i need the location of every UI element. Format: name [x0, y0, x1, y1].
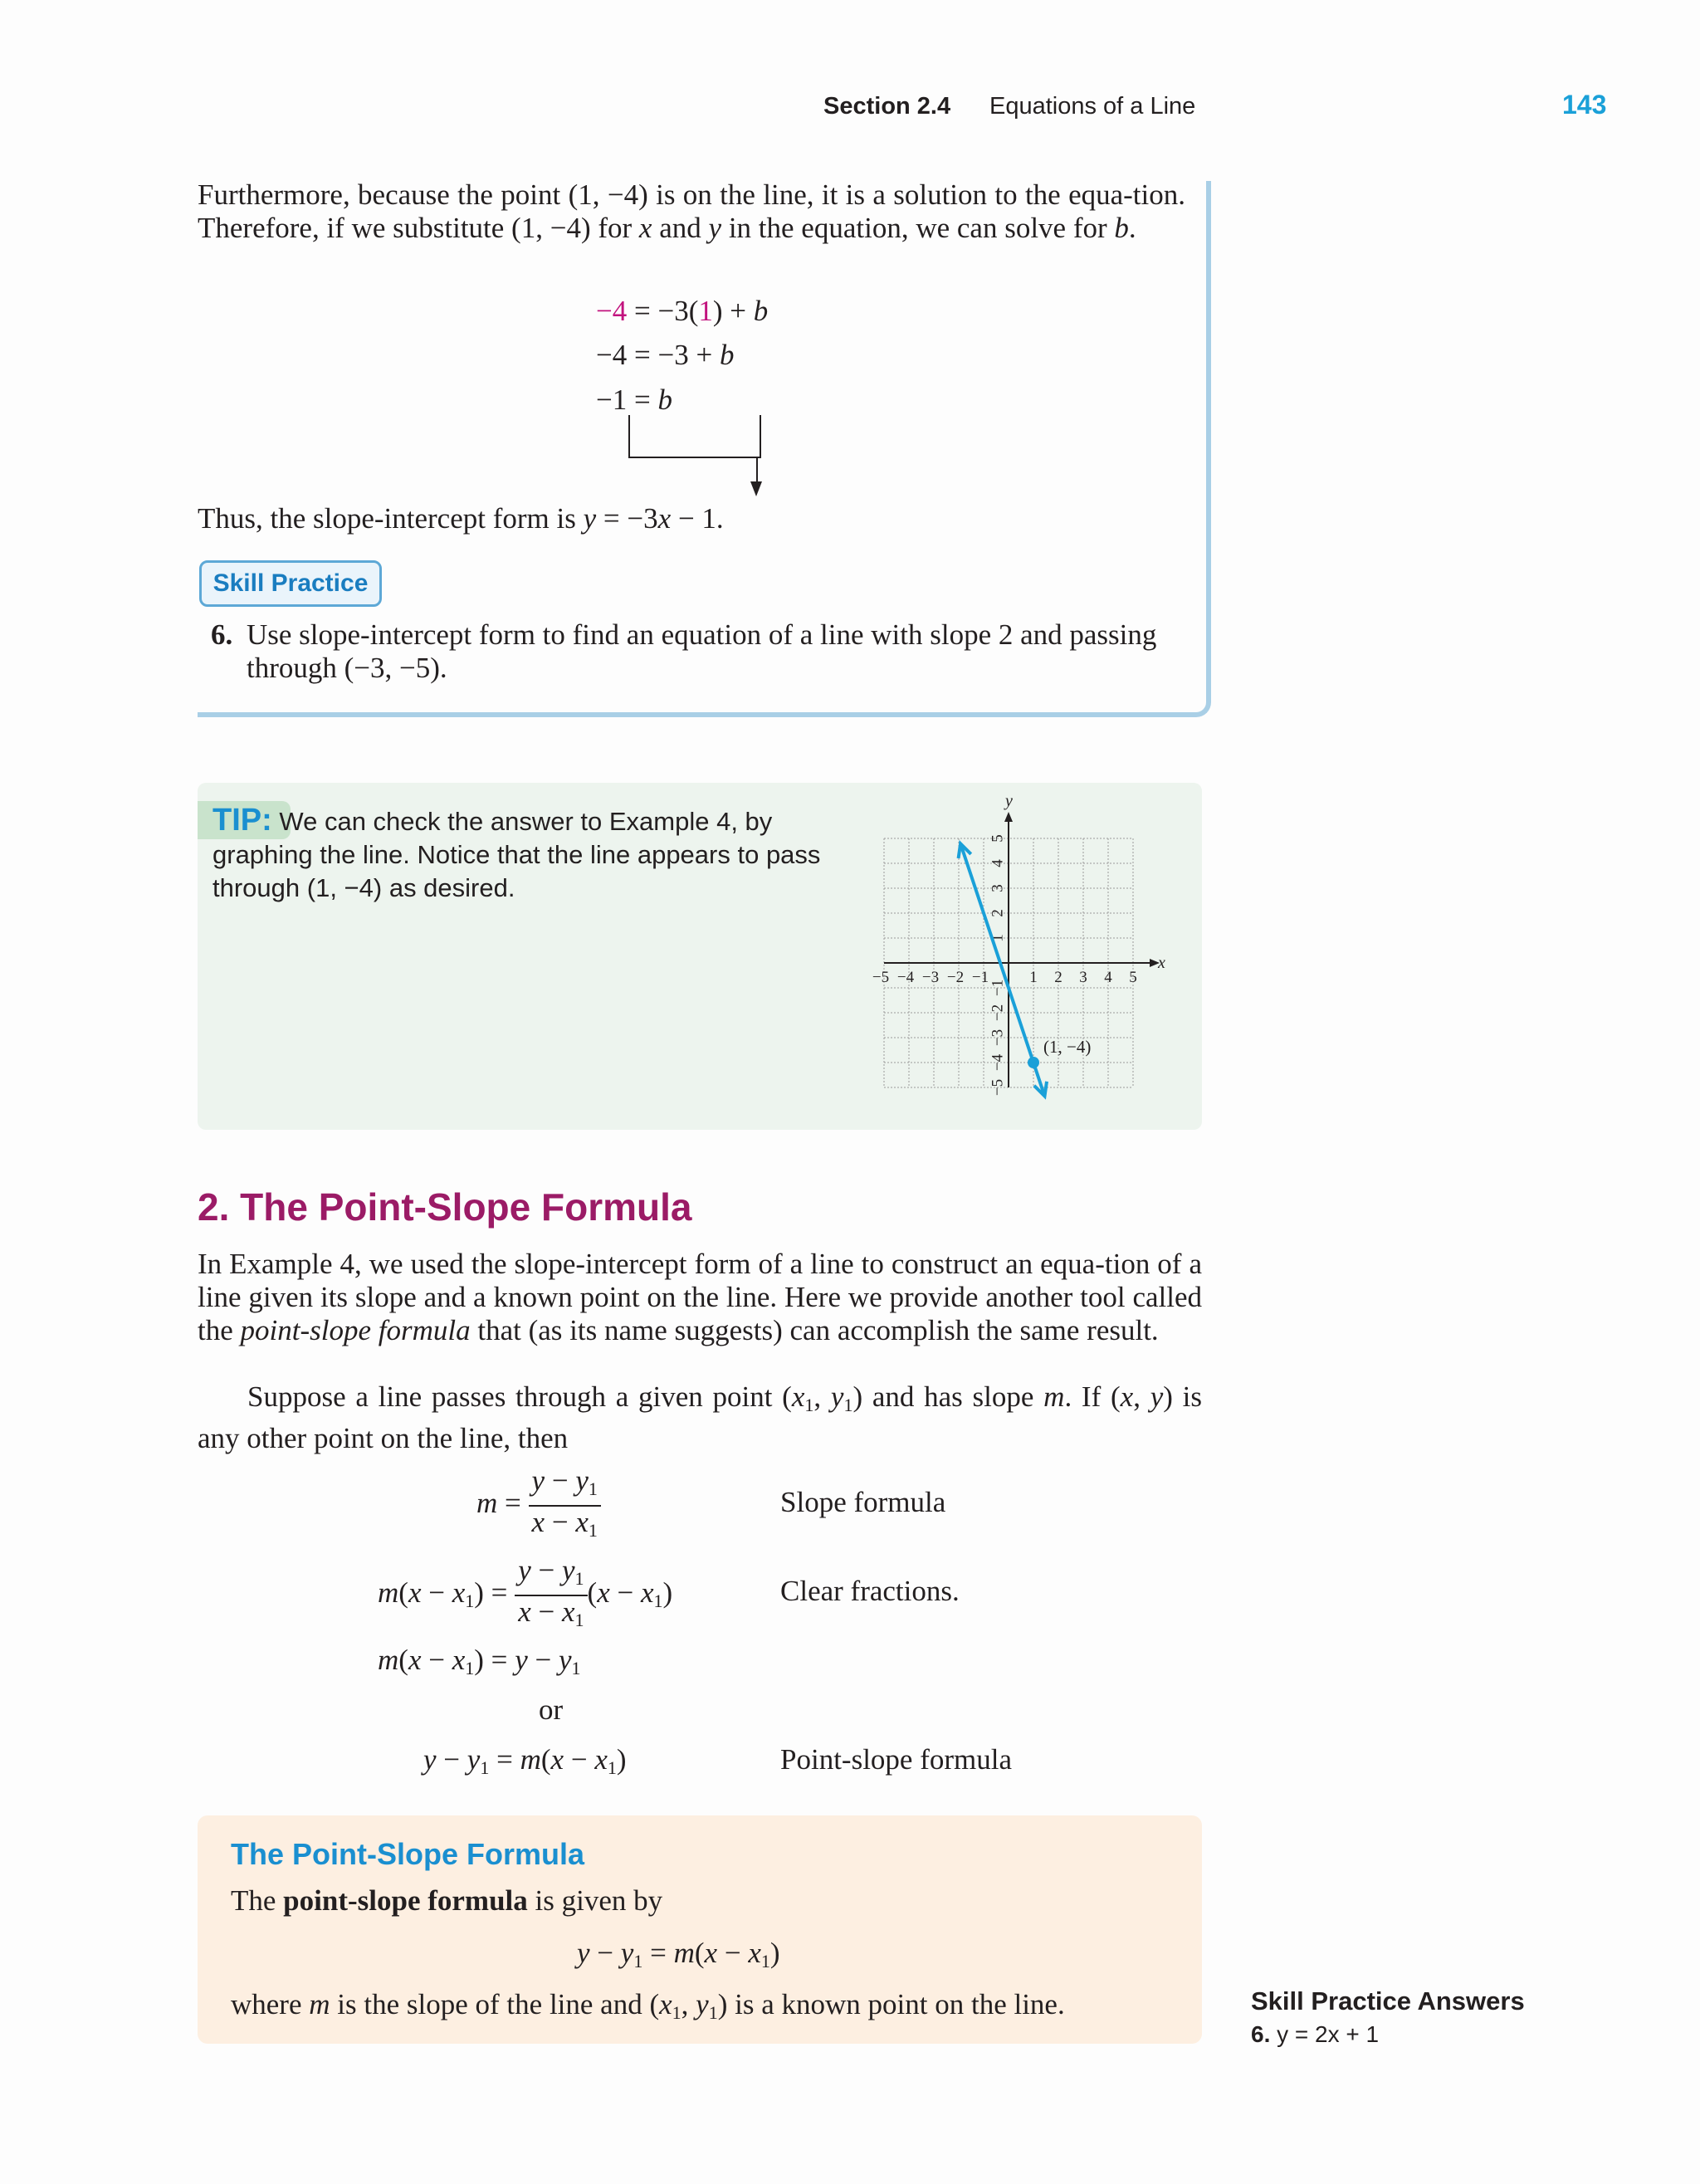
derivation-line-1: m = $\frac{y - y_1}{x - x_1}$ [476, 1465, 601, 1546]
y-tick-label: −3 [989, 1028, 1007, 1047]
x-tick-label: 4 [1104, 969, 1112, 986]
derivation-or: or [539, 1693, 564, 1726]
derivation-note-3: Point-slope formula [780, 1743, 1012, 1776]
derivation-note-1: Slope formula [780, 1486, 946, 1518]
y-tick-label: −1 [989, 979, 1007, 997]
graph-ticks [872, 834, 1137, 1096]
connector-line [628, 415, 761, 458]
equation-line-3: −1 = b [596, 384, 672, 416]
derivation-line-4: $y - y_1 = m(x - x_1)$ [423, 1743, 627, 1778]
body-paragraph-1: In Example 4, we used the slope-intercept form of a line to construct an equa-tion of a line given its slope and a known point on the line. Here we provide another tool called the point-slope formula that (as its name suggests) can accomplish the same result. [198, 1248, 1202, 1346]
answers-item: 6. y = 2x + 1 [1251, 2021, 1380, 2047]
section-heading: 2. The Point-Slope Formula [198, 1185, 692, 1229]
formula-box-intro: The point-slope formula is given by [231, 1884, 663, 1917]
running-title: Equations of a Line [989, 93, 1196, 120]
conclusion-line: Thus, the slope-intercept form is y = −3x − 1. [198, 502, 724, 535]
y-tick-label: 1 [989, 934, 1007, 942]
x-tick-label: −3 [921, 969, 940, 986]
equation-line-1: −4 = −3(1) + b [596, 295, 769, 327]
y-tick-label: −4 [989, 1053, 1007, 1072]
y-axis-label: y [1005, 793, 1013, 810]
equation-line-2: −4 = −3 + b [596, 339, 735, 371]
y-tick-label: −2 [989, 1004, 1007, 1022]
x-tick-label: 5 [1129, 969, 1137, 986]
coordinate-graph [855, 793, 1170, 1108]
skill-practice-number: 6. [211, 618, 233, 651]
graph-axes [884, 812, 1160, 1087]
y-tick-label: 5 [989, 834, 1007, 843]
point-1-neg4 [1028, 1057, 1039, 1068]
x-tick-label: −4 [896, 969, 915, 986]
formula-box-explanation: where m is the slope of the line and ($x_1$, $y_1$) is a known point on the line. [231, 1988, 1065, 2023]
derivation-note-2: Clear fractions. [780, 1575, 960, 1607]
derivation-line-2: $m(x - x_1)$ = $\frac{y - y_1}{x - x_1}$ $(x - x_1)$ [378, 1554, 673, 1630]
x-axis-label: x [1158, 954, 1165, 972]
body-paragraph-2: Suppose a line passes through a given point ($x_1$, $y_1$) and has slope m. If (x, y) is any other point on the line, then [198, 1380, 1202, 1454]
point-label: (1, −4) [1043, 1037, 1092, 1057]
y-axis-arrow [1004, 812, 1013, 822]
y-tick-label: 2 [989, 909, 1007, 917]
y-tick-label: −5 [989, 1078, 1007, 1097]
x-tick-label: −5 [872, 969, 890, 986]
skill-practice-text: Use slope-intercept form to find an equation of a line with slope 2 and passing through (−3, −5). [247, 618, 1157, 684]
y-tick-label: 3 [989, 884, 1007, 892]
x-tick-label: 1 [1029, 969, 1038, 986]
tip-text: TIP: We can check the answer to Example 4, by graphing the line. Notice that the line appears to pass through (1, −4) as desired. [212, 803, 821, 902]
skill-practice-badge: Skill Practice [199, 560, 382, 607]
connector-stem [756, 457, 758, 485]
x-tick-label: −1 [971, 969, 989, 986]
formula-box-equation: $y - y_1 = m(x - x_1)$ [577, 1937, 780, 1971]
formula-box-title: The Point-Slope Formula [231, 1837, 585, 1871]
example-paragraph: Furthermore, because the point (1, −4) is on the line, it is a solution to the equa-tion. Therefore, if we substitute (1, −4) for x and y in the equation, we can solve for b. [198, 178, 1185, 244]
derivation-line-3: $m(x - x_1) = y - y_1$ [378, 1644, 581, 1678]
page-number: 143 [1562, 90, 1607, 120]
tip-label: TIP: [212, 803, 272, 838]
arrow-down-icon [750, 481, 762, 496]
y-tick-label: 4 [989, 859, 1007, 867]
answers-title: Skill Practice Answers [1251, 1986, 1525, 2015]
x-tick-label: −2 [946, 969, 965, 986]
section-label: Section 2.4 [823, 93, 951, 120]
x-tick-label: 3 [1079, 969, 1087, 986]
x-tick-label: 2 [1054, 969, 1062, 986]
